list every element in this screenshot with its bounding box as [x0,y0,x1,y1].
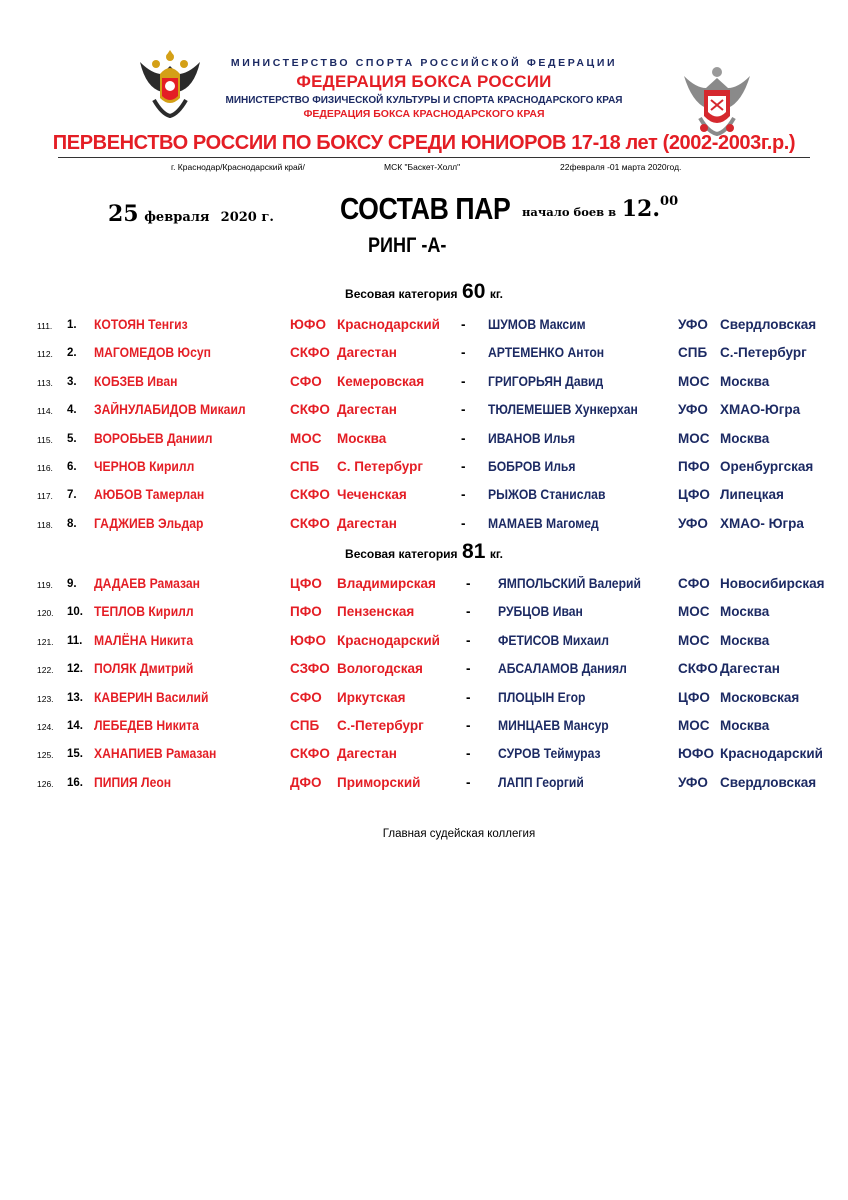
blue-corner-district: МОС [678,718,710,733]
red-corner-name: ВОРОБЬЕВ Даниил [94,430,213,446]
bout-row [0,576,848,596]
regional-ministry-title: МИНИСТЕРСТВО ФИЗИЧЕСКОЙ КУЛЬТУРЫ И СПОРТА КРАСНОДАРСКОГО КРАЯ [225,95,623,106]
red-corner-region: Дагестан [337,345,397,361]
vs-separator: - [466,774,471,790]
blue-corner-region: Москва [720,373,770,389]
blue-corner-name: ЛАПП Георгий [498,774,584,790]
blue-corner-region: ХМАО-Югра [720,402,801,418]
bout-number: 125. [37,750,54,761]
red-corner-region: Приморский [337,774,421,790]
red-corner-region: Кемеровская [337,373,425,389]
blue-corner-region: Оренбургская [720,459,814,474]
event-location: г. Краснодар/Краснодарский край/ [171,162,305,172]
bout-row [0,633,848,653]
bout-row [0,317,848,337]
bout-number: 116. [37,463,53,473]
red-corner-district: СКФО [290,487,330,503]
vs-separator: - [466,718,471,733]
header-divider [58,157,810,158]
chief-judges-signature: Главная судейская коллегия [382,828,536,840]
pair-number: 15. [67,748,83,761]
blue-corner-district: ЦФО [678,487,710,503]
page-title: СОСТАВ ПАР [340,191,511,226]
bout-number: 124. [37,722,54,732]
blue-corner-region: Липецкая [720,487,784,503]
red-corner-district: СКФО [290,402,330,418]
vs-separator: - [466,661,471,677]
bout-row [0,690,848,710]
bout-row [0,775,848,795]
red-corner-region: Чеченская [337,487,407,503]
blue-corner-name: РЫЖОВ Станислав [488,487,606,503]
blue-corner-region: Дагестан [720,661,780,677]
blue-corner-district: УФО [678,402,708,418]
red-corner-name: ЛЕБЕДЕВ Никита [94,718,199,733]
vs-separator: - [466,746,471,762]
red-corner-district: ЮФО [290,317,326,332]
bout-number: 113. [37,377,53,388]
blue-corner-name: МИНЦАЕВ Мансур [498,718,609,733]
pair-number: 9. [67,578,77,590]
red-corner-name: МАГОМЕДОВ Юсуп [94,345,211,361]
bout-number: 117. [37,491,53,502]
session-year: 2020 г. [220,210,274,225]
red-corner-region: Дагестан [337,402,397,418]
bout-number: 123. [37,693,54,704]
red-corner-name: ГАДЖИЕВ Эльдар [94,515,204,531]
red-corner-district: ЦФО [290,576,322,591]
pair-number: 3. [67,375,77,388]
red-corner-district: ПФО [290,604,322,620]
bout-row [0,661,848,681]
pair-number: 6. [67,461,77,473]
red-corner-district: ЮФО [290,632,326,648]
blue-corner-name: СУРОВ Теймураз [498,746,601,762]
bout-number: 121. [37,636,54,647]
red-corner-district: СЗФО [290,661,330,677]
start-minutes: 00 [660,194,679,209]
bout-number: 111. [37,321,53,331]
red-corner-district: СКФО [290,515,330,531]
red-corner-name: АЮБОВ Тамерлан [94,487,205,503]
pair-number: 14. [67,720,83,732]
bout-number: 120. [37,608,54,619]
red-corner-name: ЧЕРНОВ Кирилл [94,459,195,474]
blue-corner-district: УФО [678,317,708,332]
vs-separator: - [461,402,466,418]
blue-corner-region: Москва [720,718,770,733]
red-corner-region: Владимирская [337,576,436,591]
bout-row [0,718,848,738]
session-month: февраля [144,210,210,225]
weight-value: 60 [462,280,486,303]
vs-separator: - [466,632,471,648]
red-corner-region: Вологодская [337,661,423,677]
red-corner-district: ДФО [290,774,322,790]
bout-row [0,374,848,394]
blue-corner-district: МОС [678,430,710,446]
session-day: 25 [108,201,139,227]
red-corner-region: Краснодарский [337,632,440,648]
pair-number: 16. [67,776,83,789]
event-venue: МСК "Баскет-Холл" [384,162,461,172]
blue-corner-name: ГРИГОРЬЯН Давид [488,373,604,389]
blue-corner-district: ЦФО [678,689,710,705]
red-corner-region: Иркутская [337,689,406,705]
pair-number: 4. [67,404,77,417]
blue-corner-name: МАМАЕВ Магомед [488,515,599,531]
blue-corner-district: СПБ [678,345,708,361]
vs-separator: - [461,430,466,446]
vs-separator: - [461,317,466,332]
start-hour: 12. [621,196,661,222]
red-corner-name: КАВЕРИН Василий [94,689,209,705]
blue-corner-name: АРТЕМЕНКО Антон [488,345,605,361]
bout-row [0,746,848,766]
blue-corner-district: ПФО [678,459,710,474]
vs-separator: - [466,689,471,705]
red-corner-region: Дагестан [337,746,397,762]
blue-corner-district: УФО [678,515,708,531]
bout-number: 114. [37,406,53,417]
bout-row [0,516,848,536]
red-corner-district: СКФО [290,746,330,762]
red-corner-name: КОТОЯН Тенгиз [94,317,188,332]
blue-corner-region: Москва [720,604,770,620]
red-corner-name: КОБЗЕВ Иван [94,373,178,389]
red-corner-district: СПБ [290,459,320,474]
pair-number: 10. [67,606,83,619]
blue-corner-name: ТЮЛЕМЕШЕВ Хункерхан [488,402,638,418]
blue-corner-name: БОБРОВ Илья [488,459,576,474]
bout-number: 126. [37,778,54,789]
red-corner-region: С. Петербург [337,459,424,474]
blue-corner-region: Свердловская [720,317,817,332]
bout-number: 122. [37,665,54,676]
blue-corner-region: С.-Петербург [720,345,807,361]
vs-separator: - [466,576,471,591]
blue-corner-district: МОС [678,604,710,620]
ring-label: РИНГ -А- [368,234,447,257]
regional-federation-title: ФЕДЕРАЦИЯ БОКСА КРАСНОДАРСКОГО КРАЯ [303,108,545,120]
red-corner-district: СФО [290,689,322,705]
bout-number: 118. [37,519,53,530]
bout-number: 115. [37,434,53,445]
event-dates: 22февраля -01 марта 2020год. [560,162,682,172]
bout-row [0,459,848,479]
red-corner-name: ЗАЙНУЛАБИДОВ Микаил [94,402,246,418]
blue-corner-district: МОС [678,373,710,389]
weight-category-heading: Весовая категория 81 кг. [345,540,503,563]
weight-category-heading: Весовая категория 60 кг. [345,280,503,303]
red-corner-district: СФО [290,373,322,389]
bout-number: 112. [37,349,53,360]
red-corner-name: ПОЛЯК Дмитрий [94,661,194,677]
blue-corner-district: УФО [678,774,708,790]
red-corner-name: ДАДАЕВ Рамазан [94,576,200,591]
red-corner-name: ХАНАПИЕВ Рамазан [94,746,217,762]
vs-separator: - [461,373,466,389]
start-time [522,196,678,222]
blue-corner-name: ШУМОВ Максим [488,317,586,332]
vs-separator: - [461,515,466,531]
red-corner-region: С.-Петербург [337,718,424,733]
blue-corner-name: ФЕТИСОВ Михаил [498,632,609,648]
vs-separator: - [461,459,466,474]
bout-number: 119. [37,580,53,590]
pair-number: 13. [67,691,83,704]
red-corner-name: ТЕПЛОВ Кирилл [94,604,194,620]
red-corner-name: МАЛЁНА Никита [94,632,194,648]
bout-row [0,604,848,624]
red-corner-district: СКФО [290,345,330,361]
blue-corner-region: ХМАО- Югра [720,515,804,531]
bout-row [0,487,848,507]
blue-corner-region: Краснодарский [720,746,823,762]
red-corner-region: Дагестан [337,515,397,531]
blue-corner-district: МОС [678,632,710,648]
bout-row [0,431,848,451]
blue-corner-region: Москва [720,430,770,446]
blue-corner-name: ПЛОЦЫН Егор [498,689,586,705]
pair-number: 11. [67,634,83,647]
red-corner-name: ПИПИЯ Леон [94,774,172,790]
vs-separator: - [461,345,466,361]
pair-number: 1. [67,319,77,331]
weight-value: 81 [462,540,486,563]
red-corner-district: СПБ [290,718,320,733]
pair-number: 12. [67,663,83,676]
blue-corner-name: АБСАЛАМОВ Даниял [498,661,627,677]
pair-number: 2. [67,347,77,360]
bout-row [0,402,848,422]
start-time-label: начало боев в [522,205,617,219]
ministry-title: МИНИСТЕРСТВО СПОРТА РОССИЙСКОЙ ФЕДЕРАЦИИ [230,57,618,69]
blue-corner-district: СКФО [678,661,718,677]
pair-number: 5. [67,432,77,445]
red-corner-region: Пензенская [337,604,415,620]
blue-corner-region: Москва [720,632,770,648]
blue-corner-name: РУБЦОВ Иван [498,604,583,620]
blue-corner-region: Свердловская [720,774,817,790]
blue-corner-region: Новосибирская [720,576,825,591]
vs-separator: - [461,487,466,503]
blue-corner-name: ИВАНОВ Илья [488,430,576,446]
session-date [108,201,274,227]
red-corner-district: МОС [290,430,322,446]
vs-separator: - [466,604,471,620]
blue-corner-name: ЯМПОЛЬСКИЙ Валерий [498,576,641,591]
red-corner-region: Краснодарский [337,317,440,332]
pair-number: 8. [67,517,77,530]
blue-corner-district: СФО [678,576,710,591]
red-corner-region: Москва [337,430,387,446]
pair-number: 7. [67,489,77,502]
blue-corner-district: ЮФО [678,746,714,762]
championship-title: ПЕРВЕНСТВО РОССИИ ПО БОКСУ СРЕДИ ЮНИОРОВ 17-18 лет (2002-2003г.р.) [52,132,796,154]
federation-title: ФЕДЕРАЦИЯ БОКСА РОССИИ [296,72,552,91]
blue-corner-region: Московская [720,689,800,705]
bout-row [0,345,848,365]
